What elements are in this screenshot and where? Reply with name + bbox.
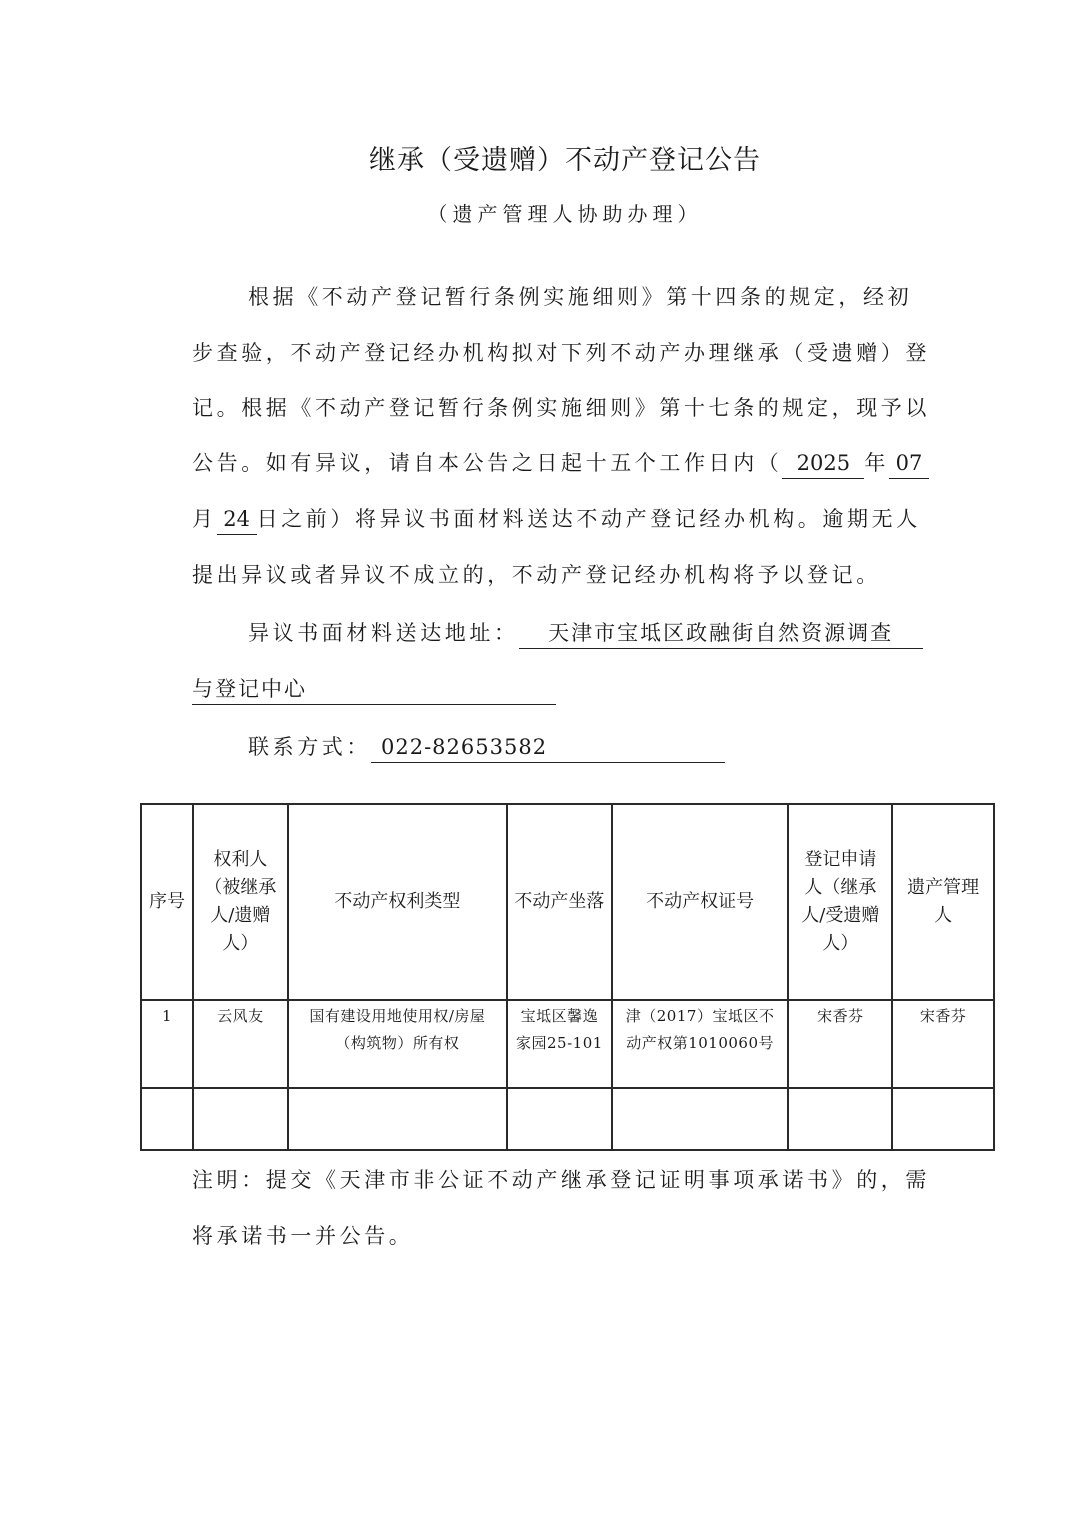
cell-holder: 云风友 (193, 1000, 288, 1088)
cell-applicant (788, 1088, 892, 1150)
body-line-3: 记。根据《不动产登记暂行条例实施细则》第十七条的规定，现予以 (192, 396, 930, 420)
deadline-year-suffix: 年 (864, 451, 890, 475)
cell-holder (193, 1088, 288, 1150)
body-line-5 (192, 504, 952, 534)
contact-line (248, 732, 1008, 762)
cell-certificate: 津（2017）宝坻区不动产权第1010060号 (612, 1000, 789, 1088)
note-line-1: 注明：提交《天津市非公证不动产继承登记证明事项承诺书》的，需 (192, 1168, 930, 1192)
header-holder: 权利人（被继承人/遗赠人） (193, 804, 288, 1000)
cell-index: 1 (141, 1000, 193, 1088)
deadline-month: 07 (889, 448, 929, 479)
contact-label: 联系方式： (248, 735, 371, 759)
header-administrator: 遗产管理人 (892, 804, 994, 1000)
body-line-4 (192, 448, 952, 478)
cell-applicant: 宋香芬 (788, 1000, 892, 1088)
table-row (141, 1088, 994, 1150)
header-index: 序号 (141, 804, 193, 1000)
cell-right-type (288, 1088, 507, 1150)
cell-location: 宝坻区馨逸家园25-101 (507, 1000, 612, 1088)
cell-location (507, 1088, 612, 1150)
cell-certificate (612, 1088, 789, 1150)
body-line-6: 提出异议或者异议不成立的，不动产登记经办机构将予以登记。 (192, 563, 881, 587)
deadline-day: 24 (217, 504, 257, 535)
body-line-1: 根据《不动产登记暂行条例实施细则》第十四条的规定，经初 (248, 285, 913, 309)
address-value-1: 天津市宝坻区政融街自然资源调查 (519, 618, 923, 649)
cell-administrator (892, 1088, 994, 1150)
contact-value (371, 732, 725, 763)
body-line-2: 步查验，不动产登记经办机构拟对下列不动产办理继承（受遗赠）登 (192, 341, 930, 365)
page-subtitle: （遗产管理人协助办理） (427, 202, 703, 226)
body-line-5-text: 日之前）将异议书面材料送达不动产登记经办机构。逾期无人 (256, 507, 921, 531)
address-line (248, 618, 1008, 648)
cell-index (141, 1088, 193, 1150)
address-label: 异议书面材料送达地址： (248, 621, 519, 645)
header-certificate: 不动产权证号 (612, 804, 789, 1000)
deadline-year: 2025 (782, 448, 864, 479)
property-table (140, 803, 995, 1151)
header-applicant: 登记申请人（继承人/受遗赠人） (788, 804, 892, 1000)
deadline-month-suffix: 月 (192, 507, 217, 531)
page-title: 继承（受遗赠）不动产登记公告 (369, 145, 761, 176)
cell-right-type: 国有建设用地使用权/房屋（构筑物）所有权 (288, 1000, 507, 1088)
address-line-2 (192, 674, 952, 704)
header-right-type: 不动产权利类型 (288, 804, 507, 1000)
body-line-4-text: 公告。如有异议，请自本公告之日起十五个工作日内（ (192, 451, 783, 475)
cell-administrator: 宋香芬 (892, 1000, 994, 1088)
note-line-2: 将承诺书一并公告。 (192, 1224, 414, 1248)
table-header-row (141, 804, 994, 1000)
contact-number: 022-82653582 (381, 735, 548, 759)
header-location: 不动产坐落 (507, 804, 612, 1000)
address-value-2: 与登记中心 (192, 674, 556, 705)
table-row (141, 1000, 994, 1088)
